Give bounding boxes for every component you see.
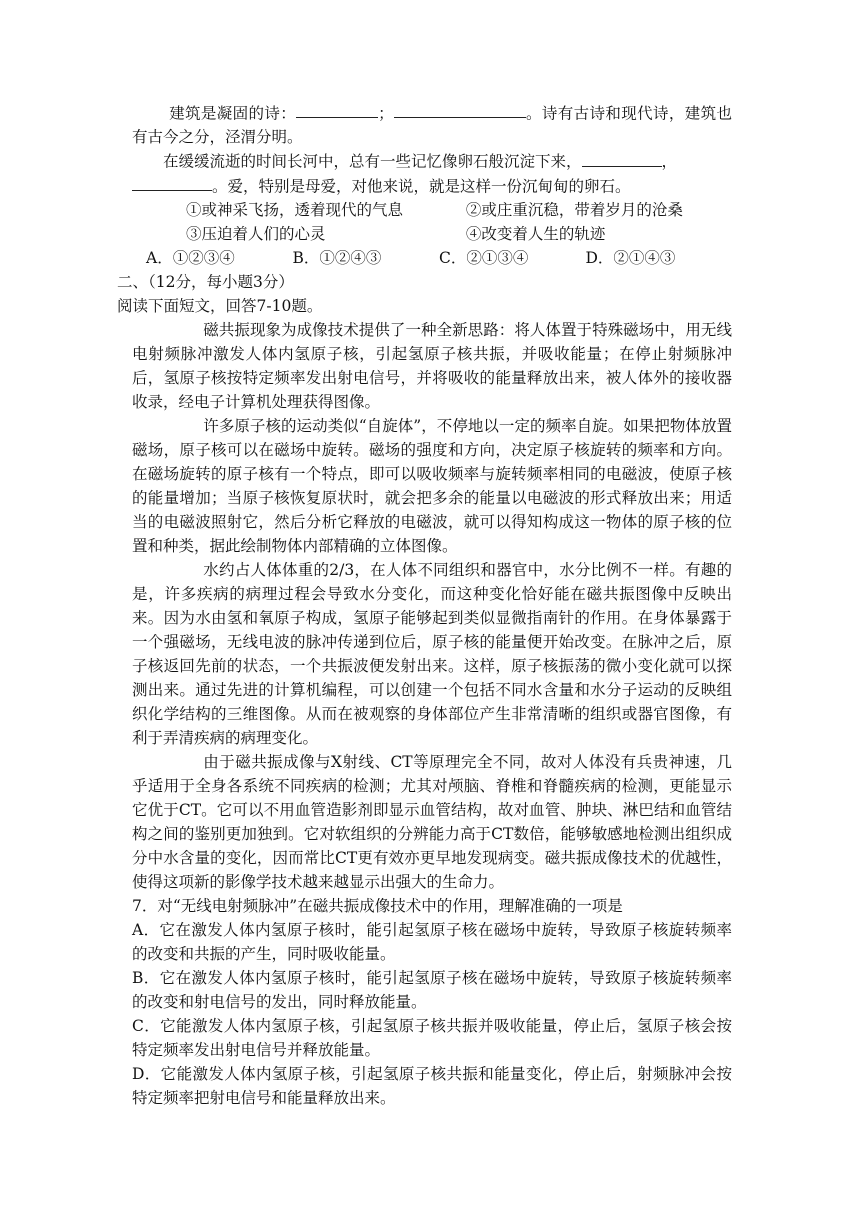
question-7-option-c: C．它能激发人体内氢原子核，引起氢原子核共振并吸收能量，停止后，氢原子核会按特定频率发出射电信号并释放能量。 xyxy=(132,1016,732,1059)
passage-paragraph-4: 由于磁共振成像与X射线、CT等原理完全不同，故对人体没有兵贵神速，几乎适用于全身各系统不同疾病的检测；尤其对颅脑、脊椎和脊髓疾病的检测，更能显示它优于CT。它可以不用血管造影剂即显示血管结构，故对血管、肿块、淋巴结和血管结构之间的鉴别更加独到。它对软组织的分辨能力高于CT数倍，能够敏感地检测出组织成分中水含量的变化，因而常比CT更有效亦更早地发现病变。磁共振成像技术的优越性，使得这项新的影像学技术越来越显示出强大的生命力。 xyxy=(132,752,732,891)
passage-paragraph-1: 磁共振现象为成像技术提供了一种全新思路：将人体置于特殊磁场中，用无线电射频脉冲激发人体内氢原子核，引起氢原子核共振，并吸收能量；在停止射频脉冲后，氢原子核按特定频率发出射电信号，并将吸收的能量释放出来，被人体外的接收器收录，经电子计算机处理获得图像。 xyxy=(132,320,732,411)
passage-paragraph-2: 许多原子核的运动类似“自旋体”，不停地以一定的频率自旋。如果把物体放置磁场，原子核可以在磁场中旋转。磁场的强度和方向，决定原子核旋转的频率和方向。在磁场旋转的原子核有一个特点，即可以吸收频率与旋转频率相同的电磁波，使原子核的能量增加；当原子核恢复原状时，就会把多余的能量以电磁波的形式释放出来；用适当的电磁波照射它，然后分析它释放的电磁波，就可以得知构成这一物体的原子核的位置和种类，据此绘制物体内部精确的立体图像。 xyxy=(132,416,732,555)
options-row-2 xyxy=(132,222,732,246)
passage-paragraph-3: 水约占人体体重的2/3，在人体不同组织和器官中，水分比例不一样。有趣的是，许多疾病的病理过程会导致水分变化，而这种变化恰好能在磁共振图像中反映出来。因为水由氢和氧原子构成，氢原子能够起到类似显微指南针的作用。在身体暴露于一个强磁场，无线电波的脉冲传递到位后，原子核的能量便开始改变。在脉冲之后，原子核返回先前的状态，一个共振波便发射出来。这样，原子核振荡的微小变化就可以探测出来。通过先进的计算机编程，可以创建一个包括不同水含量和水分子运动的反映组织化学结构的三维图像。从而在被观察的身体部位产生非常清晰的组织或器官图像，有利于弄清疾病的病理变化。 xyxy=(132,560,732,747)
choice-c: C．②①③④ xyxy=(439,248,529,267)
section-title: 二、（12分，每小题3分） xyxy=(117,272,294,291)
question-7-option-a: A．它在激发人体内氢原子核时，能引起氢原子核在磁场中旋转，导致原子核旋转频率的改变和共振的产生，同时吸收能量。 xyxy=(132,920,732,963)
choice-a: A．①②③④ xyxy=(146,248,235,267)
answer-choices xyxy=(132,246,732,270)
answer-blank xyxy=(394,101,526,118)
choice-d: D．②①④③ xyxy=(585,248,676,267)
choice-b: B．①②④③ xyxy=(292,248,382,267)
text-segment: 在缓缓流逝的时间长河中，总有一些记忆像卵石般沉淀下来， xyxy=(163,152,582,171)
text-segment: 。爱，特别是母爱，对他来说，就是这样一份沉甸甸的卵石。 xyxy=(212,176,631,195)
text-segment: ， xyxy=(661,152,678,171)
options-row-1 xyxy=(132,198,732,222)
answer-blank xyxy=(582,149,662,166)
question-7-option-b: B．它在激发人体内氢原子核时，能引起氢原子核在磁场中旋转，导致原子核旋转频率的改变和射电信号的发出，同时释放能量。 xyxy=(132,968,732,1011)
answer-blank xyxy=(296,101,378,118)
section-instruction: 阅读下面短文，回答7-10题。 xyxy=(117,296,323,315)
document-content xyxy=(117,101,732,1110)
option-2: ②或庄重沉稳，带着岁月的沧桑 xyxy=(465,200,683,219)
fill-blank-paragraph-1 xyxy=(132,101,732,149)
text-segment: 。诗有古诗和现代诗，建筑也有古今之分，泾渭分明。 xyxy=(132,104,732,147)
answer-blank xyxy=(132,174,212,191)
option-1: ①或神采飞扬，透着现代的气息 xyxy=(186,200,404,219)
text-segment: 建筑是凝固的诗： xyxy=(169,104,297,123)
question-7-stem: 7．对“无线电射频脉冲”在磁共振成像技术中的作用，理解准确的一项是 xyxy=(132,896,623,915)
question-7-option-d: D．它能激发人体内氢原子核，引起氢原子核共振和能量变化，停止后，射频脉冲会按特定频率把射电信号和能量释放出来。 xyxy=(132,1064,732,1107)
option-4: ④改变着人生的轨迹 xyxy=(465,224,606,243)
text-segment: ； xyxy=(378,104,394,123)
option-3: ③压迫着人们的心灵 xyxy=(186,224,326,243)
fill-blank-paragraph-2 xyxy=(132,149,732,198)
